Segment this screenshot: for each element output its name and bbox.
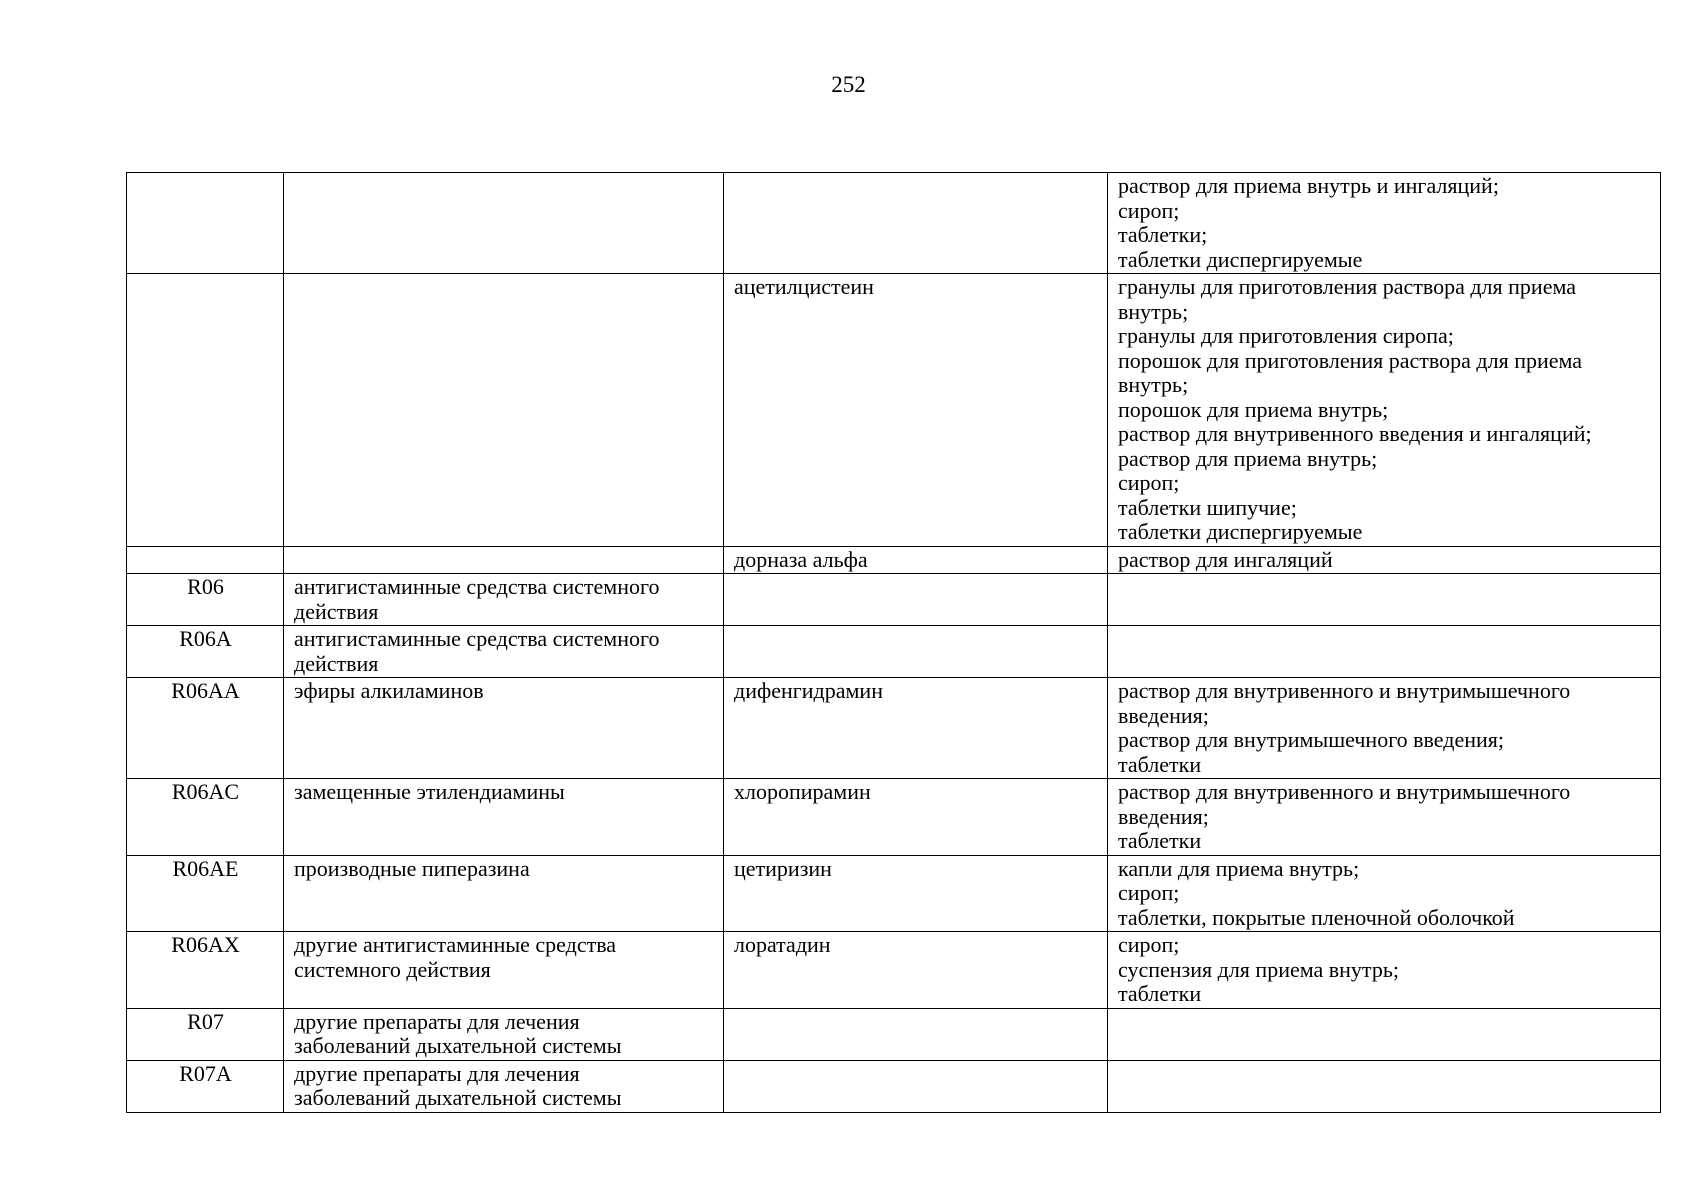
drug-name: дифенгидрамин xyxy=(734,678,883,703)
atc-code-cell xyxy=(127,546,284,574)
anatomic-therapeutic-group-cell xyxy=(284,274,724,547)
group-text-line: антигистаминные средства системного xyxy=(294,574,660,599)
dosage-forms-cell xyxy=(1108,678,1661,779)
dosage-form-line: таблетки диспергируемые xyxy=(1118,246,1363,272)
drug-name-cell xyxy=(724,173,1108,274)
dosage-form-line: суспензия для приема внутрь; xyxy=(1118,956,1399,982)
drug-name-cell xyxy=(724,932,1108,1009)
group-text-line: другие препараты для лечения xyxy=(294,1060,580,1086)
drug-name: лоратадин xyxy=(734,932,831,957)
dosage-form-line: сироп; xyxy=(1118,470,1180,495)
page-number: 252 xyxy=(831,72,866,97)
dosage-form-line: порошок для приготовления раствора для приема xyxy=(1118,347,1583,373)
atc-code-cell xyxy=(127,1060,284,1112)
dosage-form-line: гранулы для приготовления сиропа; xyxy=(1118,323,1454,348)
dosage-form-line: раствор для внутривенного и внутримышечного xyxy=(1118,678,1571,703)
table-row xyxy=(127,274,1661,547)
drug-name: ацетилцистеин xyxy=(734,274,874,299)
anatomic-therapeutic-group-cell xyxy=(284,574,724,626)
atc-code: R07 xyxy=(187,1008,224,1034)
dosage-form-line: сироп; xyxy=(1118,932,1180,957)
table-row xyxy=(127,574,1661,626)
atc-code: R06AE xyxy=(172,855,239,881)
dosage-forms-cell xyxy=(1108,173,1661,274)
atc-code-cell xyxy=(127,932,284,1009)
atc-code-cell xyxy=(127,678,284,779)
drug-name-cell xyxy=(724,574,1108,626)
dosage-form-line: таблетки xyxy=(1118,981,1202,1006)
drug-name-cell xyxy=(724,1008,1108,1060)
atc-code: R06 xyxy=(187,574,224,599)
table-row xyxy=(127,546,1661,574)
anatomic-therapeutic-group-cell xyxy=(284,855,724,932)
table-row xyxy=(127,779,1661,856)
atc-code-cell xyxy=(127,1008,284,1060)
table-row xyxy=(127,173,1661,274)
table-body xyxy=(127,173,1661,1113)
dosage-form-line: внутрь; xyxy=(1118,372,1189,397)
dosage-forms-cell xyxy=(1108,855,1661,932)
dosage-form-line: введения; xyxy=(1118,803,1209,829)
dosage-form-line: гранулы для приготовления раствора для приема xyxy=(1118,274,1576,299)
dosage-form-line: раствор для внутривенного и внутримышечного xyxy=(1118,779,1571,804)
dosage-form-line: раствор для внутримышечного введения; xyxy=(1118,727,1505,752)
atc-code-cell xyxy=(127,574,284,626)
drug-name-cell xyxy=(724,274,1108,547)
dosage-form-line: внутрь; xyxy=(1118,298,1189,324)
dosage-form-line: таблетки, покрытые пленочной оболочкой xyxy=(1118,904,1515,930)
drug-name-cell xyxy=(724,678,1108,779)
dosage-forms-cell xyxy=(1108,1060,1661,1112)
table-row xyxy=(127,626,1661,678)
dosage-forms-cell xyxy=(1108,274,1661,547)
drug-name-cell xyxy=(724,626,1108,678)
anatomic-therapeutic-group-cell xyxy=(284,1060,724,1112)
anatomic-therapeutic-group-cell xyxy=(284,932,724,1009)
atc-code: R06AA xyxy=(171,678,240,703)
group-text-line: действия xyxy=(294,650,379,676)
dosage-form-line: таблетки диспергируемые xyxy=(1118,519,1363,544)
drug-table xyxy=(126,172,1661,1113)
group-text-line: действия xyxy=(294,598,379,624)
drug-name-cell xyxy=(724,779,1108,856)
atc-code: R06AC xyxy=(171,779,240,804)
table-row xyxy=(127,855,1661,932)
dosage-forms-cell xyxy=(1108,779,1661,856)
dosage-form-line: раствор для приема внутрь и ингаляций; xyxy=(1118,173,1499,198)
group-text-line: системного действия xyxy=(294,956,491,982)
group-text-line: антигистаминные средства системного xyxy=(294,626,660,651)
dosage-form-line: капли для приема внутрь; xyxy=(1118,855,1360,881)
group-text-line: заболеваний дыхательной системы xyxy=(294,1033,622,1058)
table-row xyxy=(127,678,1661,779)
group-text-line: производные пиперазина xyxy=(294,855,530,881)
group-text-line: замещенные этилендиамины xyxy=(294,779,565,804)
group-text-line: другие препараты для лечения xyxy=(294,1008,580,1034)
dosage-form-line: порошок для приема внутрь; xyxy=(1118,396,1389,422)
dosage-forms-cell xyxy=(1108,626,1661,678)
anatomic-therapeutic-group-cell xyxy=(284,779,724,856)
drug-name: цетиризин xyxy=(734,855,832,881)
drug-name-cell xyxy=(724,546,1108,574)
table-row xyxy=(127,1060,1661,1112)
dosage-form-line: таблетки xyxy=(1118,828,1202,853)
anatomic-therapeutic-group-cell xyxy=(284,173,724,274)
dosage-form-line: таблетки xyxy=(1118,751,1202,777)
drug-name-cell xyxy=(724,1060,1108,1112)
dosage-forms-cell xyxy=(1108,574,1661,626)
anatomic-therapeutic-group-cell xyxy=(284,1008,724,1060)
dosage-form-line: сироп; xyxy=(1118,880,1180,905)
drug-name: дорназа альфа xyxy=(734,546,868,572)
drug-name-cell xyxy=(724,855,1108,932)
table-row xyxy=(127,932,1661,1009)
dosage-form-line: раствор для внутривенного введения и ингаляций; xyxy=(1118,421,1592,446)
dosage-form-line: раствор для приема внутрь; xyxy=(1118,445,1378,471)
dosage-form-line: сироп; xyxy=(1118,197,1180,223)
atc-code-cell xyxy=(127,855,284,932)
table-row xyxy=(127,1008,1661,1060)
atc-code-cell xyxy=(127,274,284,547)
dosage-form-line: введения; xyxy=(1118,702,1209,728)
group-text-line: эфиры алкиламинов xyxy=(294,678,484,703)
dosage-form-line: раствор для ингаляций xyxy=(1118,546,1333,572)
anatomic-therapeutic-group-cell xyxy=(284,626,724,678)
atc-code-cell xyxy=(127,779,284,856)
dosage-forms-cell xyxy=(1108,1008,1661,1060)
anatomic-therapeutic-group-cell xyxy=(284,546,724,574)
drug-name: хлоропирамин xyxy=(734,779,871,804)
dosage-form-line: таблетки шипучие; xyxy=(1118,494,1297,520)
dosage-forms-cell xyxy=(1108,546,1661,574)
atc-code: R06A xyxy=(179,626,232,651)
atc-code-cell xyxy=(127,626,284,678)
dosage-form-line: таблетки; xyxy=(1118,222,1208,247)
dosage-forms-cell xyxy=(1108,932,1661,1009)
atc-code-cell xyxy=(127,173,284,274)
group-text-line: заболеваний дыхательной системы xyxy=(294,1085,622,1110)
anatomic-therapeutic-group-cell xyxy=(284,678,724,779)
atc-code: R07A xyxy=(179,1060,232,1086)
atc-code: R06AX xyxy=(171,932,240,957)
group-text-line: другие антигистаминные средства xyxy=(294,932,617,957)
